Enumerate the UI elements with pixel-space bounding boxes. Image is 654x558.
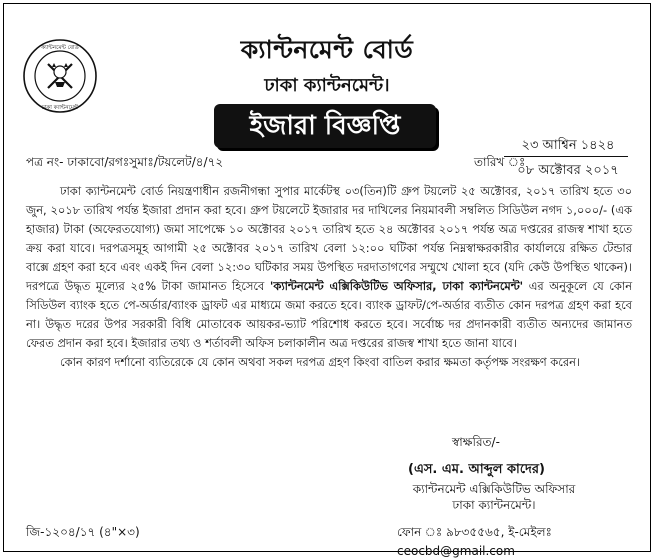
bangla-date: ২৩ আশ্বিন ১৪২৪ — [521, 138, 615, 153]
payee-name-bold: 'ক্যান্টনমেন্ট এক্সিকিউটিভ অফিসার, ঢাকা ক্যান্টনমেন্ট' — [269, 279, 524, 293]
memo-number: পত্র নং- ঢাকাবো/রগঃসুমাঃ/টয়লেট/৪/৭২ — [26, 155, 224, 169]
notice-title-banner: ইজারা বিজ্ঞপ্তি — [214, 104, 436, 148]
organization-location: ঢাকা ক্যান্টনমেন্ট। — [264, 75, 390, 96]
english-date: ০৮ অক্টোবর ২০১৭ — [517, 163, 619, 178]
body-paragraph-1-text-b: এর অনুকূলে যে কোন সিডিউল ব্যাংক হতে পে-অর্ডার/ব্যাংক ড্রাফট এর মাধ্যমে জমা করতে হবে। ব্যাংক ড্রাফট/পে-অর্ডার ব্যতীত কোন দরপত্র গ্রহণ করা হবে না। উদ্ধৃত দরের উপর সরকারী বিধি মোতাবেক আয়কর-ভ্যাট পরিশোধ করতে হবে। সর্বোচ্চ দর প্রদানকারী ব্যতীত অন্যদের জামানত ফেরত প্রদান করা হবে। ইজারার তথ্য ও শর্তাবলী অফিস চলাকালীন অত্র দপ্তরের রাজস্ব শাখা হতে জানা যাবে। — [26, 279, 632, 350]
signed-label: স্বাক্ষরিত/- — [452, 435, 500, 449]
seal-top-text: ক্যান্টনমেন্ট বোর্ড — [41, 45, 79, 51]
body-paragraph-2: কোন কারণ দর্শানো ব্যতিরেকে যে কোন অথবা সকল দরপত্র গ্রহণ কিংবা বাতিল করার ক্ষমতা কর্তৃপক্ষ সংরক্ষণ করেন। — [60, 355, 580, 369]
seal-bottom-text: ঢাকা ক্যান্টনমেন্ট — [41, 105, 79, 111]
date-label: তারিখ ঃ — [474, 155, 526, 169]
signatory-name: (এস. এম. আব্দুল কাদের) — [408, 462, 545, 477]
body-paragraph-1-text-a: ঢাকা ক্যান্টনমেন্ট বোর্ড নিয়ন্ত্রণাধীন রজনীগন্ধা সুপার মার্কেটস্থ ০৩(তিন)টি গ্রুপ টয়লেট ২৫ অক্টোবর, ২০১৭ তারিখ হতে ৩০ জুন, ২০১৮ তারিখ পর্যন্ত ইজারা প্রদান করা হবে। গ্রুপ টয়লেটে ইজারার দর দাখিলের নিয়মাবলী সম্বলিত সিডিউল নগদ ১,০০০/- (এক হাজার) টাকা (অফেরতযোগ্য) জমা সাপেক্ষে ১০ অক্টোবর ২০১৭ তারিখ হতে ২৪ অক্টোবর ২০১৭ পর্যন্ত অত্র দপ্তরের রাজস্ব শাখা হতে ক্রয় করা যাবে। দরপত্রসমূহ আগামী ২৫ অক্টোবর ২০১৭ তারিখ বেলা ১২:০০ ঘটিকা পর্যন্ত নিম্নস্বাক্ষরকারীর কার্যালয়ে রক্ষিত টেন্ডার বাক্সে গ্রহণ করা হবে এবং একই দিন বেলা ১২:৩০ ঘটিকার সময় উপস্থিত দরদাতাগণের সম্মুখে খোলা হবে (যদি কেউ উপস্থিত থাকেন)। দরপত্রে উদ্ধৃত মূল্যের ২৫% টাকা জামানত হিসেবে — [26, 184, 632, 293]
body-paragraph-1 — [26, 182, 632, 353]
advertisement-code: জি-১২০৪/১৭ (৪"×৩) — [26, 525, 140, 539]
tender-notice — [3, 3, 651, 558]
signatory-office: ঢাকা ক্যান্টনমেন্ট। — [452, 498, 536, 512]
notice-body — [26, 182, 632, 372]
organization-name: ক্যান্টনমেন্ট বোর্ড — [240, 35, 414, 64]
contact-info: ফোন ঃ ৯৮৩৫৫৬৫, ই-মেইলঃ ceocbd@gmail.com — [397, 525, 552, 558]
date-divider — [504, 156, 628, 157]
signatory-designation — [374, 481, 614, 513]
signatory-title: ক্যান্টনমেন্ট এক্সিকিউটিভ অফিসার — [412, 482, 576, 496]
